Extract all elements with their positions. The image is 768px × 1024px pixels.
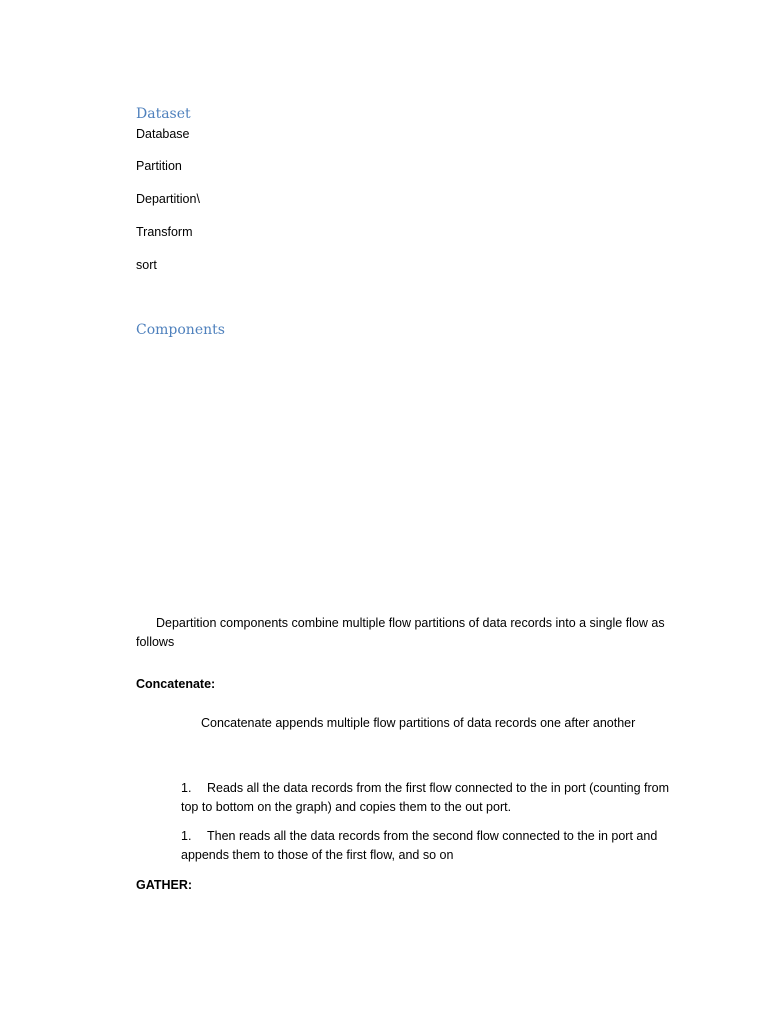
step-2-text: Then reads all the data records from the second flow connected to the in port and appends them to those of the first flow, and so on: [181, 829, 658, 862]
dataset-item-partition: Partition: [136, 159, 182, 173]
concatenate-step-1: [181, 779, 676, 817]
step-2-number: 1.: [181, 829, 192, 843]
gather-heading: GATHER:: [136, 878, 193, 892]
dataset-heading: Dataset: [136, 106, 191, 122]
step-1-number: 1.: [181, 781, 192, 795]
dataset-item-transform: Transform: [136, 225, 193, 239]
concatenate-description: Concatenate appends multiple flow partitions of data records one after another: [201, 716, 636, 730]
concatenate-step-2: [181, 827, 676, 865]
components-heading: Components: [136, 322, 225, 338]
dataset-item-sort: sort: [136, 258, 157, 272]
departition-intro: Departition components combine multiple flow partitions of data records into a single flow as follows: [136, 616, 665, 649]
dataset-item-database: Database: [136, 127, 190, 141]
concatenate-heading: Concatenate:: [136, 677, 216, 691]
dataset-item-departition: Departition\: [136, 192, 200, 206]
step-1-text: Reads all the data records from the first flow connected to the in port (counting from top to bottom on the graph) and copies them to the out port.: [181, 781, 670, 814]
